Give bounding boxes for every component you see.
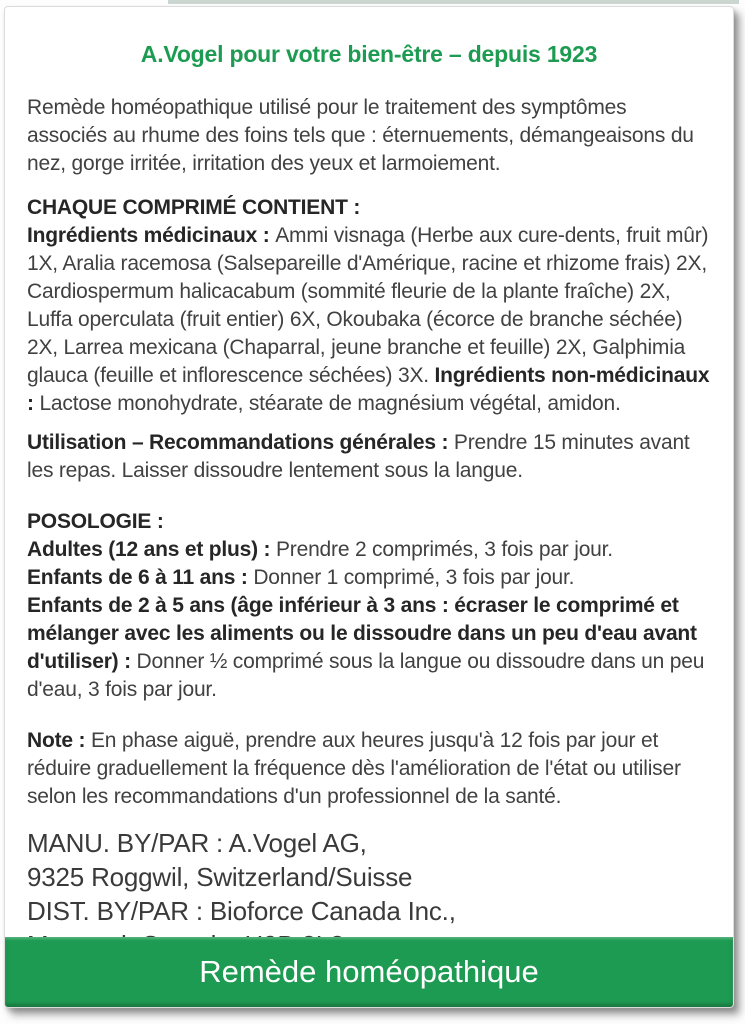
usage-section xyxy=(27,429,711,485)
brand-tagline: A.Vogel pour votre bien-être – depuis 1923 xyxy=(140,41,598,67)
manufacturer-line: 9325 Roggwil, Switzerland/Suisse xyxy=(27,862,413,892)
posology-entry-text: Prendre 2 comprimés, 3 fois par jour. xyxy=(276,538,613,561)
non-medicinal-ingredients-text: Lactose monohydrate, stéarate de magnésium végétal, amidon. xyxy=(39,392,621,415)
banner-label: Remède homéopathique xyxy=(199,954,539,989)
posology-entry-children-2-5 xyxy=(27,592,711,704)
posology-entry-children-6-11 xyxy=(27,564,711,592)
bottom-banner xyxy=(5,937,733,1007)
posology-entry-label: Enfants de 6 à 11 ans : xyxy=(27,566,248,589)
manufacturer-line: MANU. BY/PAR : A.Vogel AG, xyxy=(27,828,367,858)
photo-edge-strip xyxy=(168,0,739,4)
usage-text: Prendre 15 minutes avant les repas. Laisser dissoudre lentement sous la langue. xyxy=(27,431,690,482)
posology-entry-label: Enfants de 2 à 5 ans (âge inférieur à 3 ans : écraser le comprimé et mélanger avec les aliments ou le dissoudre dans un peu d'eau avant d'utiliser) : xyxy=(27,594,697,673)
note-label: Note : xyxy=(27,729,86,752)
label-content xyxy=(5,7,733,1007)
contains-section xyxy=(27,194,711,418)
posology-heading: POSOLOGIE : xyxy=(27,510,164,533)
label-card xyxy=(4,6,734,1008)
posology-entry-adults xyxy=(27,536,711,564)
posology-entry-text: Donner ½ comprimé sous la langue ou dissoudre dans un peu d'eau, 3 fois par jour. xyxy=(27,650,705,701)
posology-entry-label: Adultes (12 ans et plus) : xyxy=(27,538,271,561)
non-medicinal-ingredients-label: Ingrédients non-médicinaux : xyxy=(27,364,710,415)
posology-entry-text: Donner 1 comprimé, 3 fois par jour. xyxy=(253,566,575,589)
posology-section xyxy=(27,508,711,704)
medicinal-ingredients-text: Ammi visnaga (Herbe aux cure-dents, fruit mûr) 1X, Aralia racemosa (Salsepareille d'Amérique, racine et rhizome frais) 2X, Cardiospermum halicacabum (sommité fleurie de la plante fraîche) 2X, Luffa operculata (fruit entier) 6X, Okoubaka (écorce de branche séchée) 2X, Larrea mexicana (Chaparral, jeune branche et feuille) 2X, Galphimia glauca (feuille et inflorescence séchées) 3X. xyxy=(27,224,709,387)
manufacturer-line: DIST. BY/PAR : Bioforce Canada Inc., xyxy=(27,896,456,926)
note-section xyxy=(27,727,711,811)
note-text: En phase aiguë, prendre aux heures jusqu'à 12 fois par jour et réduire graduellement la fréquence dès l'amélioration de l'état ou utiliser selon les recommandations d'un professionnel de la santé. xyxy=(27,729,681,808)
intro-paragraph: Remède homéopathique utilisé pour le traitement des symptômes associés au rhume des foins tels que : éternuements, démangeaisons du nez, gorge irritée, irritation des yeux et larmoiement. xyxy=(27,96,694,175)
contains-heading: CHAQUE COMPRIMÉ CONTIENT : xyxy=(27,196,361,219)
usage-label: Utilisation – Recommandations générales : xyxy=(27,431,449,454)
medicinal-ingredients-label: Ingrédients médicinaux : xyxy=(27,224,270,247)
